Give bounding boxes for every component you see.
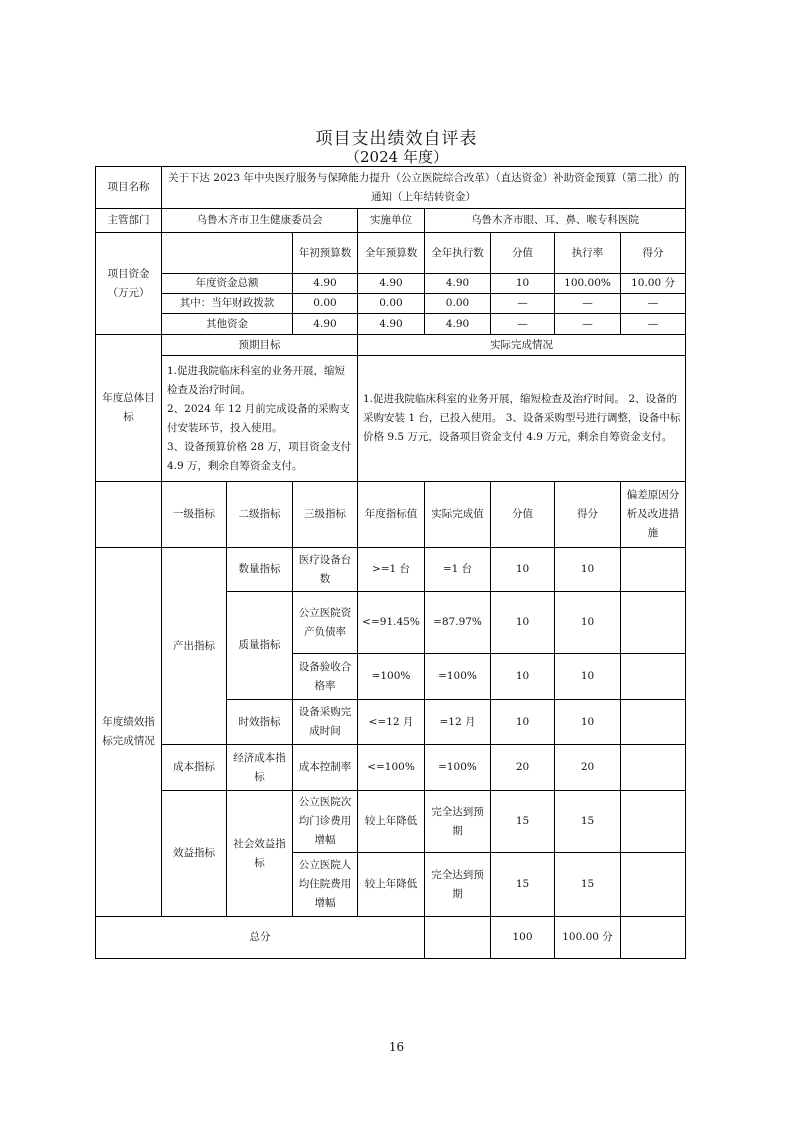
score-cell: 10 [555,592,621,654]
note-cell [621,853,686,917]
target-cell: <=100% [358,745,425,791]
funds-cell: 4.90 [425,314,491,335]
funds-row-label: 年度资金总额 [162,274,293,294]
funds-cell: 4.90 [293,274,358,294]
funds-cell: — [491,294,555,314]
indicator-header: 二级指标 [227,482,293,548]
funds-row-label: 其他资金 [162,314,293,335]
score-value-cell: 15 [491,853,555,917]
level3-cell: 公立医院人均住院费用增幅 [293,853,358,917]
level3-cell: 公立医院次均门诊费用增幅 [293,791,358,853]
target-cell: >=1 台 [358,548,425,592]
unit-label: 实施单位 [358,209,425,233]
level1-cost: 成本指标 [162,745,227,791]
actual-cell: =100% [425,654,491,700]
total-blank [425,917,491,959]
funds-cell: 4.90 [358,274,425,294]
target-cell: 较上年降低 [358,791,425,853]
expected-line: 3、设备预算价格 28 万，项目资金支付 4.9 万，剩余自筹资金支付。 [167,440,352,472]
indicator-header: 得分 [555,482,621,548]
unit-value: 乌鲁木齐市眼、耳、鼻、喉专科医院 [425,209,686,233]
indicator-header-blank [96,482,162,548]
note-cell [621,700,686,745]
funds-cell: — [621,314,686,335]
total-score-value: 100 [491,917,555,959]
level3-cell: 成本控制率 [293,745,358,791]
note-cell [621,548,686,592]
note-cell [621,745,686,791]
funds-header-score: 得分 [621,233,686,274]
target-cell: <=12 月 [358,700,425,745]
funds-header-rate: 执行率 [555,233,621,274]
actual-cell: =12 月 [425,700,491,745]
funds-cell: 4.90 [425,274,491,294]
actual-cell: 完全达到预期 [425,791,491,853]
level2-timeliness: 时效指标 [227,700,293,745]
indicator-header: 一级指标 [162,482,227,548]
target-cell: =100% [358,654,425,700]
level3-cell: 设备验收合格率 [293,654,358,700]
actual-cell: 完全达到预期 [425,853,491,917]
goals-label: 年度总体目标 [96,335,162,482]
dept-label: 主管部门 [96,209,162,233]
funds-cell: 0.00 [425,294,491,314]
score-cell: 10 [555,654,621,700]
total-score: 100.00 分 [555,917,621,959]
indicator-header: 实际完成值 [425,482,491,548]
goals-actual-text: 1.促进我院临床科室的业务开展，缩短检查及治疗时间。 2、设备的采购安装 1 台，已投入使用。 3、设备采购型号进行调整，设备中标价格 9.5 万元，设备项目资金支付 4.9 万元，剩余自筹资金支付。 [358,356,686,482]
score-value-cell: 10 [491,700,555,745]
score-value-cell: 10 [491,654,555,700]
funds-cell: 4.90 [293,314,358,335]
page-subtitle: （2024 年度） [345,148,448,166]
funds-cell: 10.00 分 [621,274,686,294]
level3-cell: 医疗设备台数 [293,548,358,592]
score-cell: 10 [555,548,621,592]
indicator-header: 偏差原因分析及改进措施 [621,482,686,548]
goals-actual-header: 实际完成情况 [358,335,686,356]
target-cell: 较上年降低 [358,853,425,917]
target-cell: <=91.45% [358,592,425,654]
page-number: 16 [388,1040,405,1054]
actual-cell: =100% [425,745,491,791]
level1-output: 产出指标 [162,548,227,745]
indicator-header: 三级指标 [293,482,358,548]
total-note [621,917,686,959]
indicator-header: 年度指标值 [358,482,425,548]
actual-cell: =87.97% [425,592,491,654]
indicators-section-label: 年度绩效指标完成情况 [96,548,162,917]
score-cell: 15 [555,853,621,917]
score-cell: 10 [555,700,621,745]
funds-header-executed: 全年执行数 [425,233,491,274]
indicator-header: 分值 [491,482,555,548]
level3-cell: 设备采购完成时间 [293,700,358,745]
note-cell [621,654,686,700]
funds-cell: 100.00% [555,274,621,294]
funds-cell: — [555,314,621,335]
expected-line: 1.促进我院临床科室的业务开展，缩短检查及治疗时间。 [167,364,346,396]
expected-line: 2、2024 年 12 月前完成设备的采购支付安装环节，投入使用。 [167,402,350,434]
score-cell: 15 [555,791,621,853]
total-label: 总分 [96,917,425,959]
level3-cell: 公立医院资产负债率 [293,592,358,654]
level2-social-benefit: 社会效益指标 [227,791,293,917]
goals-expected-text [162,356,358,482]
score-value-cell: 10 [491,592,555,654]
funds-header-initial-budget: 年初预算数 [293,233,358,274]
page-title: 项目支出绩效自评表 [315,129,478,149]
funds-cell: — [491,314,555,335]
funds-cell: 10 [491,274,555,294]
note-cell [621,592,686,654]
funds-row-label: 其中：当年财政拨款 [162,294,293,314]
level2-economic-cost: 经济成本指标 [227,745,293,791]
note-cell [621,791,686,853]
funds-cell: — [621,294,686,314]
funds-cell: 4.90 [358,314,425,335]
project-name-value: 关于下达 2023 年中央医疗服务与保障能力提升（公立医院综合改革）（直达资金）补助资金预算（第二批）的通知（上年结转资金） [162,167,686,209]
funds-cell: 0.00 [358,294,425,314]
actual-cell: =1 台 [425,548,491,592]
funds-header-annual-budget: 全年预算数 [358,233,425,274]
project-name-label: 项目名称 [96,167,162,209]
level2-quantity: 数量指标 [227,548,293,592]
level1-benefit: 效益指标 [162,791,227,917]
score-value-cell: 10 [491,548,555,592]
funds-header-score-value: 分值 [491,233,555,274]
funds-cell: 0.00 [293,294,358,314]
score-value-cell: 15 [491,791,555,853]
score-cell: 20 [555,745,621,791]
score-value-cell: 20 [491,745,555,791]
performance-table [95,166,686,959]
funds-header-blank [162,233,293,274]
dept-value: 乌鲁木齐市卫生健康委员会 [162,209,358,233]
funds-cell: — [555,294,621,314]
level2-quality: 质量指标 [227,592,293,700]
funds-label: 项目资金（万元） [96,233,162,335]
goals-expected-header: 预期目标 [162,335,358,356]
